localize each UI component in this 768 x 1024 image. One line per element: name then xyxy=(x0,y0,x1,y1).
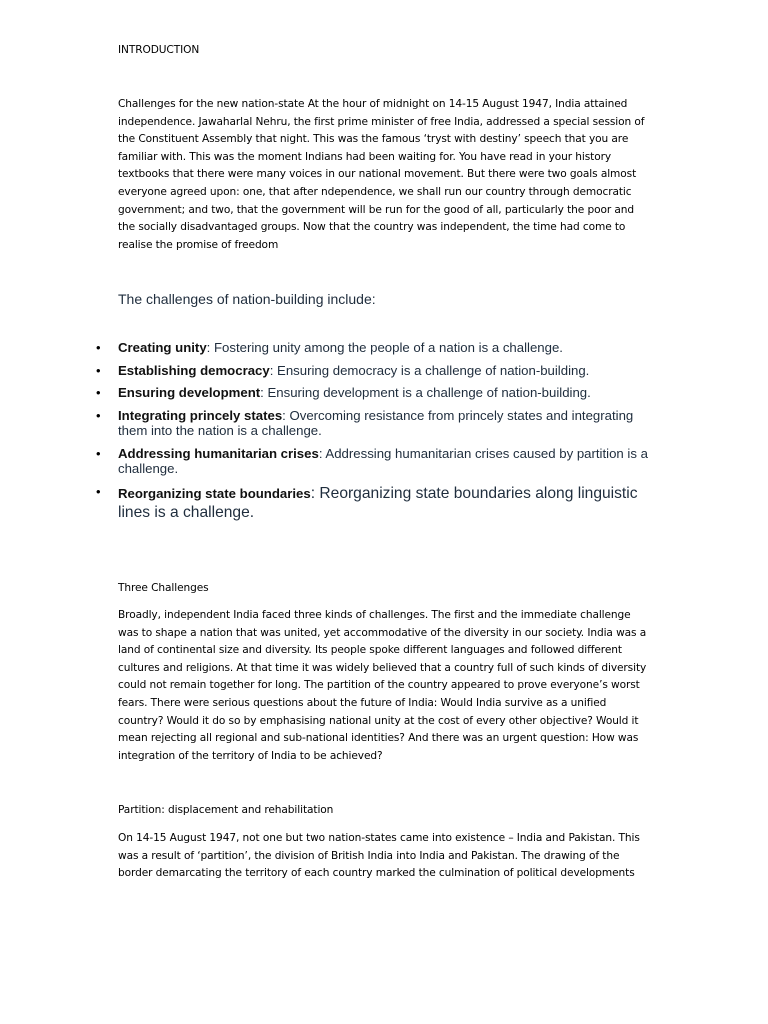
introduction-paragraph xyxy=(118,96,648,254)
paragraph-line: was to shape a nation that was united, yet accommodative of the diversity in our society. India was a xyxy=(118,626,647,639)
bullet-icon: • xyxy=(96,385,101,400)
item-term: Reorganizing state boundaries xyxy=(118,485,311,501)
challenges-lead: The challenges of nation-building include: xyxy=(118,291,376,307)
list-item xyxy=(96,363,656,379)
challenges-list xyxy=(96,340,656,529)
item-description: : Fostering unity among the people of a nation is a challenge. xyxy=(206,340,563,355)
bullet-icon: • xyxy=(96,407,101,423)
item-description: : Overcoming resistance from princely states and integrating them into the nation is a challenge. xyxy=(118,407,634,438)
paragraph-line: could not remain together for long. The partition of the country appeared to prove everyone’s worst xyxy=(118,679,640,692)
bullet-icon: • xyxy=(96,340,101,355)
paragraph-line: familiar with. This was the moment Indians had been waiting for. You have read in your history xyxy=(118,150,612,163)
partition-paragraph xyxy=(118,830,648,883)
paragraph-line: integration of the territory of India to be achieved? xyxy=(118,749,383,762)
paragraph-line: mean rejecting all regional and sub-national identities? And there was an urgent question: How was xyxy=(118,732,639,745)
paragraph-line: everyone agreed upon: one, that after ndependence, we shall run our country through democratic xyxy=(118,185,632,198)
paragraph-line: was a result of ‘partition’, the division of British India into India and Pakistan. The drawing of the xyxy=(118,849,620,862)
item-term: Integrating princely states xyxy=(118,407,283,423)
paragraph-line: independence. Jawaharlal Nehru, the first prime minister of free India, addressed a special session of xyxy=(118,115,645,128)
item-term: Creating unity xyxy=(118,340,207,355)
introduction-heading: INTRODUCTION xyxy=(118,44,200,56)
list-item xyxy=(96,484,656,522)
list-item xyxy=(96,446,656,477)
paragraph-line: cultures and religions. At that time it was widely believed that a country full of such kinds of diversity xyxy=(118,661,647,674)
paragraph-line: land of continental size and diversity. Its people spoke different languages and followed different xyxy=(118,644,622,657)
item-description: : Ensuring development is a challenge of nation-building. xyxy=(260,385,591,400)
three-challenges-paragraph xyxy=(118,607,648,765)
paragraph-line: fears. There were serious questions about the future of India: Would India survive as a unified xyxy=(118,696,607,709)
list-item xyxy=(96,385,656,401)
paragraph-line: Broadly, independent India faced three kinds of challenges. The first and the immediate challenge xyxy=(118,609,631,621)
bullet-icon: • xyxy=(96,362,101,378)
paragraph-line: Challenges for the new nation-state At the hour of midnight on 14-15 August 1947, India attained xyxy=(118,98,628,110)
item-term: Ensuring development xyxy=(118,385,261,400)
paragraph-line: government; and two, that the government will be run for the good of all, particularly the poor and xyxy=(118,203,634,216)
paragraph-line: On 14-15 August 1947, not one but two nation-states came into existence – India and Pakistan. This xyxy=(118,832,640,844)
paragraph-line: the socially disadvantaged groups. Now that the country was independent, the time had come to xyxy=(118,221,626,234)
item-term: Establishing democracy xyxy=(118,362,270,378)
paragraph-line: the Constituent Assembly that night. This was the famous ‘tryst with destiny’ speech that you are xyxy=(118,133,629,146)
bullet-icon: • xyxy=(96,445,101,461)
partition-heading: Partition: displacement and rehabilitation xyxy=(118,804,334,816)
paragraph-line: country? Would it do so by emphasising national unity at the cost of every other objective? Would it xyxy=(118,714,639,727)
item-term: Addressing humanitarian crises xyxy=(118,445,319,461)
three-challenges-heading: Three Challenges xyxy=(118,582,209,594)
list-item xyxy=(96,408,656,439)
item-description: : Reorganizing state boundaries along linguistic lines is a challenge. xyxy=(118,484,638,521)
paragraph-line: realise the promise of freedom xyxy=(118,238,279,251)
paragraph-line: textbooks that there were many voices in our national movement. But there were two goals almost xyxy=(118,168,637,181)
paragraph-line: border demarcating the territory of each country marked the culmination of political developments xyxy=(118,867,635,880)
item-description: : Ensuring democracy is a challenge of nation-building. xyxy=(269,362,590,378)
item-description: : Addressing humanitarian crises caused by partition is a challenge. xyxy=(118,445,648,476)
list-item xyxy=(96,340,656,356)
bullet-icon: • xyxy=(96,483,101,499)
